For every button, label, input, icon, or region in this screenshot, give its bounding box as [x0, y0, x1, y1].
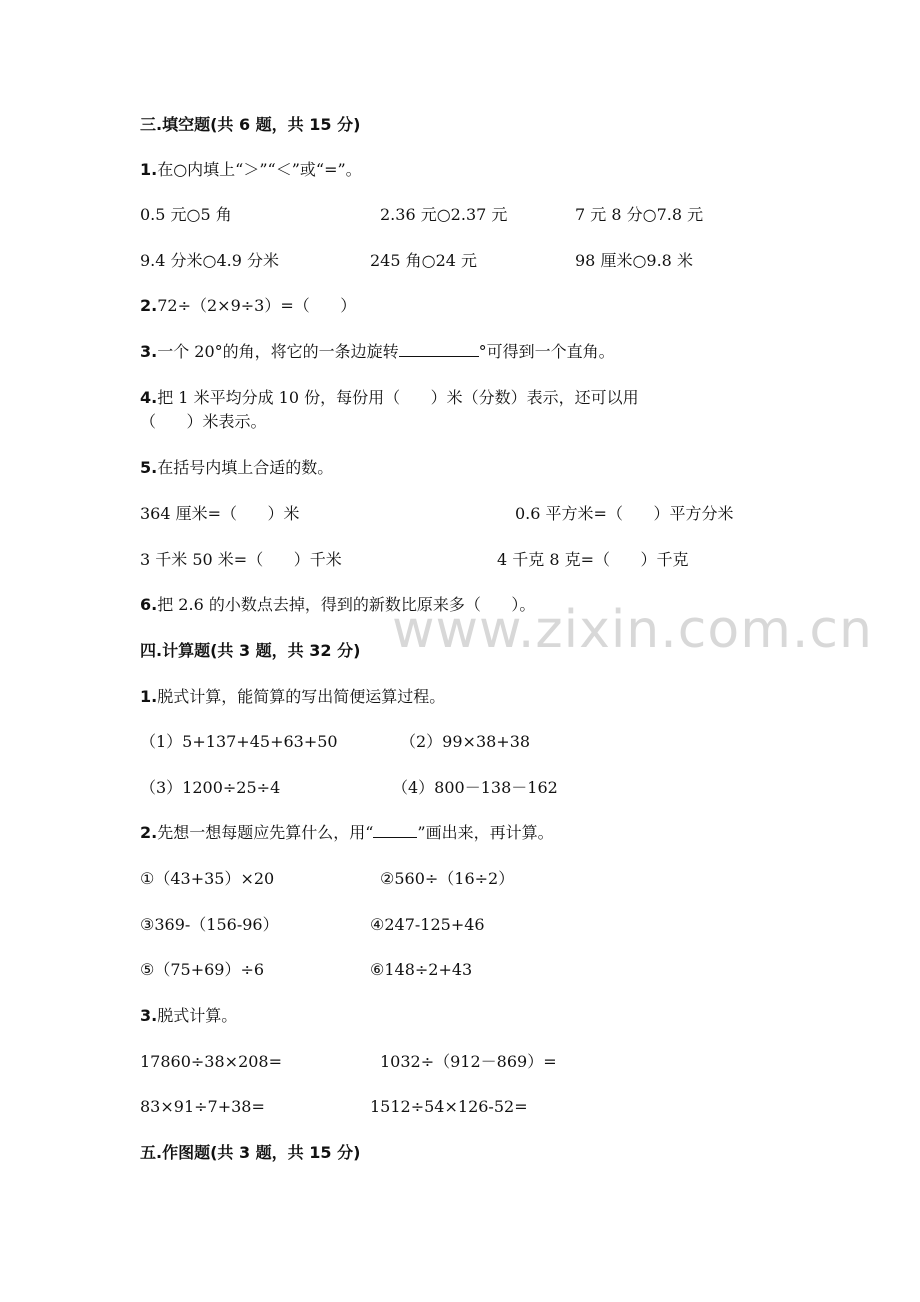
- question-4-3: [140, 1006, 237, 1026]
- question-4-1: [140, 687, 445, 707]
- conversion-item: 0.6 平方米=（ ）平方分米: [515, 504, 734, 523]
- question-number: 3.: [140, 342, 158, 361]
- compare-item: 9.4 分米○4.9 分米: [140, 251, 280, 270]
- question-number: 2.: [140, 823, 158, 842]
- compare-item: 245 角○24 元: [370, 251, 478, 270]
- calc-item: ③369-（156-96）: [140, 915, 279, 934]
- conversion-item: 3 千米 50 米=（ ）千米: [140, 550, 342, 569]
- section-3-title: 三.填空题(共 6 题，共 15 分): [140, 115, 361, 134]
- question-text: 72÷（2×9÷3）=（ ）: [157, 296, 357, 315]
- compare-item: 2.36 元○2.37 元: [380, 205, 508, 224]
- question-3-5: [140, 458, 333, 478]
- compare-item: 7 元 8 分○7.8 元: [575, 205, 704, 224]
- calc-item: ①（43+35）×20: [140, 869, 275, 888]
- answer-blank[interactable]: [399, 342, 479, 357]
- calc-item: 1512÷54×126-52=: [370, 1097, 528, 1116]
- question-3-2: [140, 296, 356, 316]
- question-text: 把 2.6 的小数点去掉，得到的新数比原来多（ ）。: [157, 595, 536, 614]
- calc-item: ②560÷（16÷2）: [380, 869, 515, 888]
- calc-item: （3）1200÷25÷4: [140, 778, 281, 797]
- section-4-title: 四.计算题(共 3 题，共 32 分): [140, 641, 361, 660]
- question-number: 4.: [140, 388, 158, 407]
- question-number: 1.: [140, 160, 158, 179]
- calc-item: 1032÷（912－869）=: [380, 1052, 557, 1071]
- question-3-1: [140, 160, 362, 180]
- question-3-3: [140, 342, 615, 362]
- question-text: 把 1 米平均分成 10 份，每份用（ ）米（分数）表示，还可以用: [157, 388, 639, 407]
- calc-item: （1）5+137+45+63+50: [140, 732, 338, 751]
- question-text: 一个 20°的角，将它的一条边旋转: [157, 342, 399, 361]
- calc-item: ⑤（75+69）÷6: [140, 960, 265, 979]
- calc-item: ⑥148÷2+43: [370, 960, 473, 979]
- question-text: 在○内填上“＞”“＜”或“=”。: [157, 160, 362, 179]
- question-number: 5.: [140, 458, 158, 477]
- calc-item: （4）800－138－162: [392, 778, 558, 797]
- question-text-continued: （ ）米表示。: [140, 412, 267, 431]
- question-3-4: [140, 388, 639, 408]
- compare-item: 98 厘米○9.8 米: [575, 251, 693, 270]
- underline-sample: [373, 823, 417, 838]
- conversion-item: 364 厘米=（ ）米: [140, 504, 300, 523]
- question-number: 1.: [140, 687, 158, 706]
- calc-item: （2）99×38+38: [400, 732, 531, 751]
- question-number: 2.: [140, 296, 158, 315]
- compare-item: 0.5 元○5 角: [140, 205, 232, 224]
- watermark: www.zixin.com.cn: [392, 600, 873, 660]
- question-text: ”画出来，再计算。: [417, 823, 554, 842]
- calc-item: 83×91÷7+38=: [140, 1097, 265, 1116]
- calc-item: ④247-125+46: [370, 915, 485, 934]
- question-number: 6.: [140, 595, 158, 614]
- conversion-item: 4 千克 8 克=（ ）千克: [497, 550, 689, 569]
- question-text: °可得到一个直角。: [478, 342, 615, 361]
- question-text: 脱式计算，能简算的写出简便运算过程。: [157, 687, 446, 706]
- question-text: 脱式计算。: [157, 1006, 238, 1025]
- question-text: 先想一想每题应先算什么，用“: [157, 823, 374, 842]
- question-number: 3.: [140, 1006, 158, 1025]
- calc-item: 17860÷38×208=: [140, 1052, 283, 1071]
- question-text: 在括号内填上合适的数。: [157, 458, 334, 477]
- question-4-2: [140, 823, 554, 843]
- section-5-title: 五.作图题(共 3 题，共 15 分): [140, 1143, 361, 1162]
